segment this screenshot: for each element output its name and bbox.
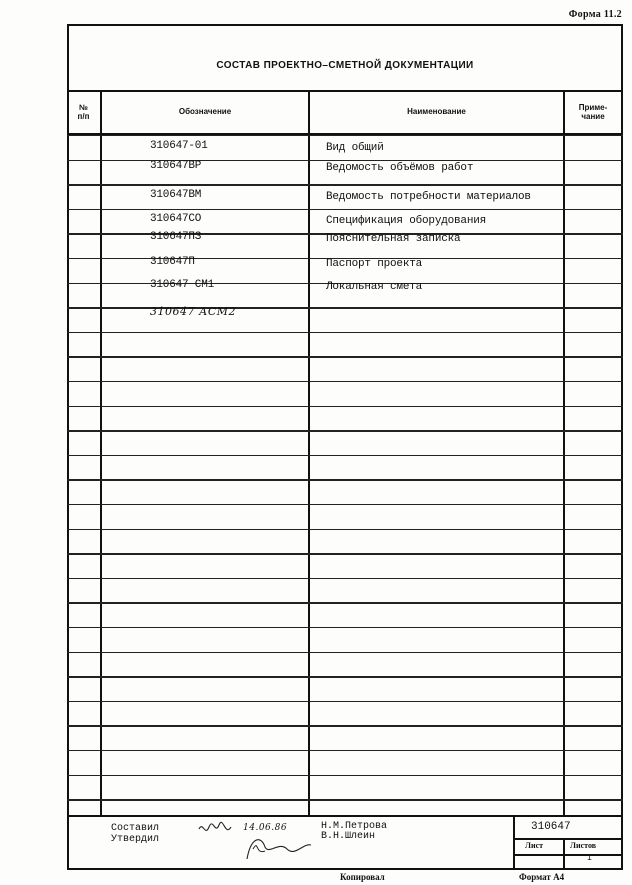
- footer-divider: [563, 838, 565, 870]
- row-line: [67, 430, 623, 431]
- row-line: [67, 406, 623, 407]
- sheet-label: Лист: [525, 841, 544, 850]
- form-number-label: Форма 11.2: [568, 9, 622, 20]
- row-line: [67, 725, 623, 726]
- approved-name: В.Н.Шлеин: [321, 831, 376, 842]
- row-line: [67, 332, 623, 333]
- row-line: [67, 479, 623, 480]
- sheets-label: Листов: [570, 841, 597, 850]
- row-line: [67, 356, 623, 357]
- compiled-label: Составил: [111, 823, 160, 834]
- row-line: [67, 529, 623, 530]
- signature-date: 14.06.86: [243, 823, 288, 833]
- row-name: Ведомость объёмов работ: [326, 162, 474, 174]
- footer-divider: [513, 817, 515, 870]
- row-designation: 310647ПЗ: [150, 231, 202, 243]
- row-name: Паспорт проекта: [326, 258, 423, 270]
- row-line: [67, 676, 623, 677]
- row-designation: 310647СО: [150, 213, 202, 225]
- row-name: Спецификация оборудования: [326, 215, 487, 227]
- row-designation: 310647 АСМ2: [150, 305, 236, 318]
- footer-divider: [513, 854, 621, 856]
- column-divider: [308, 92, 310, 815]
- row-name: Ведомость потребности материалов: [326, 191, 531, 203]
- row-designation: 310647ВР: [150, 160, 202, 172]
- sheets-value: 1: [587, 854, 592, 863]
- row-line: [67, 381, 623, 382]
- row-line: [67, 455, 623, 456]
- doc-code: 310647: [531, 821, 571, 833]
- column-divider: [100, 92, 102, 815]
- row-name: Пояснительная записка: [326, 233, 461, 245]
- row-designation: 310647 СМ1: [150, 279, 215, 291]
- footer-divider: [513, 838, 621, 840]
- title-box: [67, 24, 623, 92]
- format-label: Формат А4: [519, 872, 565, 882]
- row-line: [67, 775, 623, 776]
- row-line: [67, 602, 623, 603]
- row-line: [67, 750, 623, 751]
- row-line: [67, 209, 623, 210]
- row-designation: 310647ВМ: [150, 189, 202, 201]
- title-block: [67, 815, 623, 870]
- row-line: [67, 627, 623, 628]
- row-name: Вид общий: [326, 142, 384, 154]
- approved-label: Утвердил: [111, 834, 160, 845]
- row-line: [67, 701, 623, 702]
- row-line: [67, 553, 623, 554]
- document-title: СОСТАВ ПРОЕКТНО–СМЕТНОЙ ДОКУМЕНТАЦИИ: [216, 60, 474, 71]
- row-line: [67, 652, 623, 653]
- table-header: [67, 92, 623, 135]
- row-designation: 310647П: [150, 256, 195, 268]
- row-line: [67, 799, 623, 800]
- header-num: № п/п: [77, 102, 90, 121]
- row-line: [67, 578, 623, 579]
- header-designation: Обозначение: [178, 107, 232, 117]
- row-line: [67, 504, 623, 505]
- row-name: Локальная смета: [326, 281, 423, 293]
- copied-label: Копировал: [340, 872, 385, 882]
- compiled-name: Н.М.Петрова: [321, 821, 388, 832]
- row-designation: 310647-01: [150, 140, 208, 152]
- row-line: [67, 184, 623, 185]
- header-note: Приме- чание: [578, 102, 608, 121]
- header-name: Наименование: [407, 107, 466, 117]
- row-line: [67, 135, 623, 136]
- column-divider: [563, 92, 565, 815]
